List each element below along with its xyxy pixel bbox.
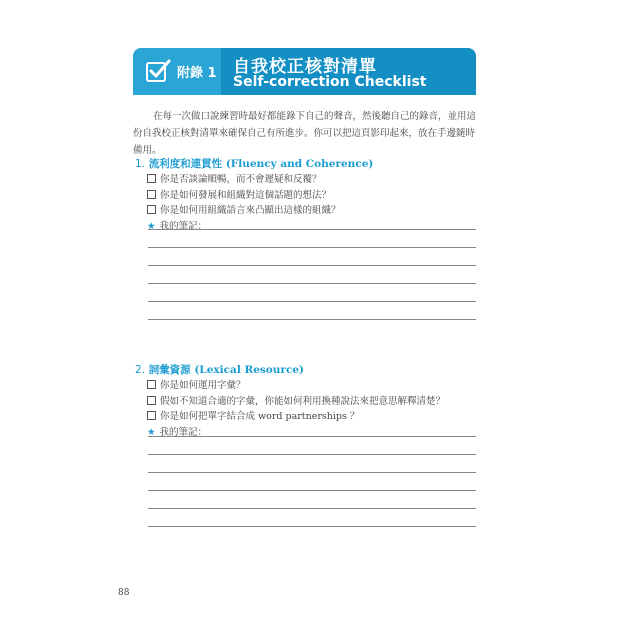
section-title-fluency <box>135 156 373 171</box>
checkbox-check-icon <box>145 58 171 84</box>
checklist-item <box>147 409 445 425</box>
section-title-lexical <box>135 362 304 377</box>
notes-lines-lexical <box>148 436 476 544</box>
checklist-item <box>147 394 445 410</box>
notes-label: 我的筆記： <box>159 426 208 438</box>
checkbox[interactable] <box>147 396 156 405</box>
writing-line <box>148 526 476 527</box>
checklist-item-text: 你是如何把單字結合成 word partnerships ？ <box>160 411 360 422</box>
checklist-item-text: 你是否談論順暢，而不會遲疑和反覆？ <box>160 174 322 185</box>
checklist-fluency <box>147 172 341 234</box>
banner-left-block <box>133 48 221 95</box>
writing-line <box>148 265 476 266</box>
checkbox[interactable] <box>147 205 156 214</box>
checklist-item <box>147 378 445 394</box>
notes-label: 我的筆記： <box>159 220 208 232</box>
page-title-chinese: 自我校正核對清單 <box>233 57 377 77</box>
writing-line <box>148 319 476 320</box>
section-number: 2. <box>135 364 146 376</box>
writing-line <box>148 229 476 230</box>
section-title-text: 詞彙資源 (Lexical Resource) <box>148 364 304 376</box>
writing-line <box>148 508 476 509</box>
writing-line <box>148 283 476 284</box>
writing-line <box>148 472 476 473</box>
checkbox[interactable] <box>147 174 156 183</box>
intro-paragraph: 在每一次做口說練習時最好都能錄下自己的聲音，然後聽自己的錄音，並用這份自我校正核對清單來確保自己有所進步。你可以把這頁影印起來，放在手邊隨時備用。 <box>133 111 477 156</box>
appendix-banner <box>133 48 476 95</box>
checklist-lexical <box>147 378 445 440</box>
writing-line <box>148 490 476 491</box>
writing-line <box>148 301 476 302</box>
checkbox[interactable] <box>147 190 156 199</box>
appendix-label: 附錄 1 <box>177 66 217 81</box>
writing-line <box>148 454 476 455</box>
checklist-item-text: 假如不知道合適的字彙，你能如何利用換種說法來把意思解釋清楚？ <box>160 395 446 407</box>
star-icon: ★ <box>147 220 156 232</box>
checklist-item-text: 你是如何用組織語言來凸顯出這樣的組織？ <box>160 205 341 216</box>
section-title-text: 流利度和連貫性 (Fluency and Coherence) <box>148 158 374 170</box>
writing-line <box>148 436 476 437</box>
checklist-item <box>147 188 341 204</box>
checklist-item <box>147 203 341 219</box>
checkbox[interactable] <box>147 411 156 420</box>
checklist-item-text: 你是如何運用字彙？ <box>160 380 246 391</box>
star-icon: ★ <box>147 426 156 438</box>
section-number: 1. <box>135 158 146 170</box>
checkbox[interactable] <box>147 380 156 389</box>
checklist-item <box>147 172 341 188</box>
notes-lines-fluency <box>148 229 476 337</box>
page-number: 88 <box>118 588 130 598</box>
page-title-english: Self-correction Checklist <box>233 74 427 90</box>
writing-line <box>148 247 476 248</box>
checklist-item-text: 你是如何發展和組織對這個話題的想法？ <box>160 189 332 201</box>
